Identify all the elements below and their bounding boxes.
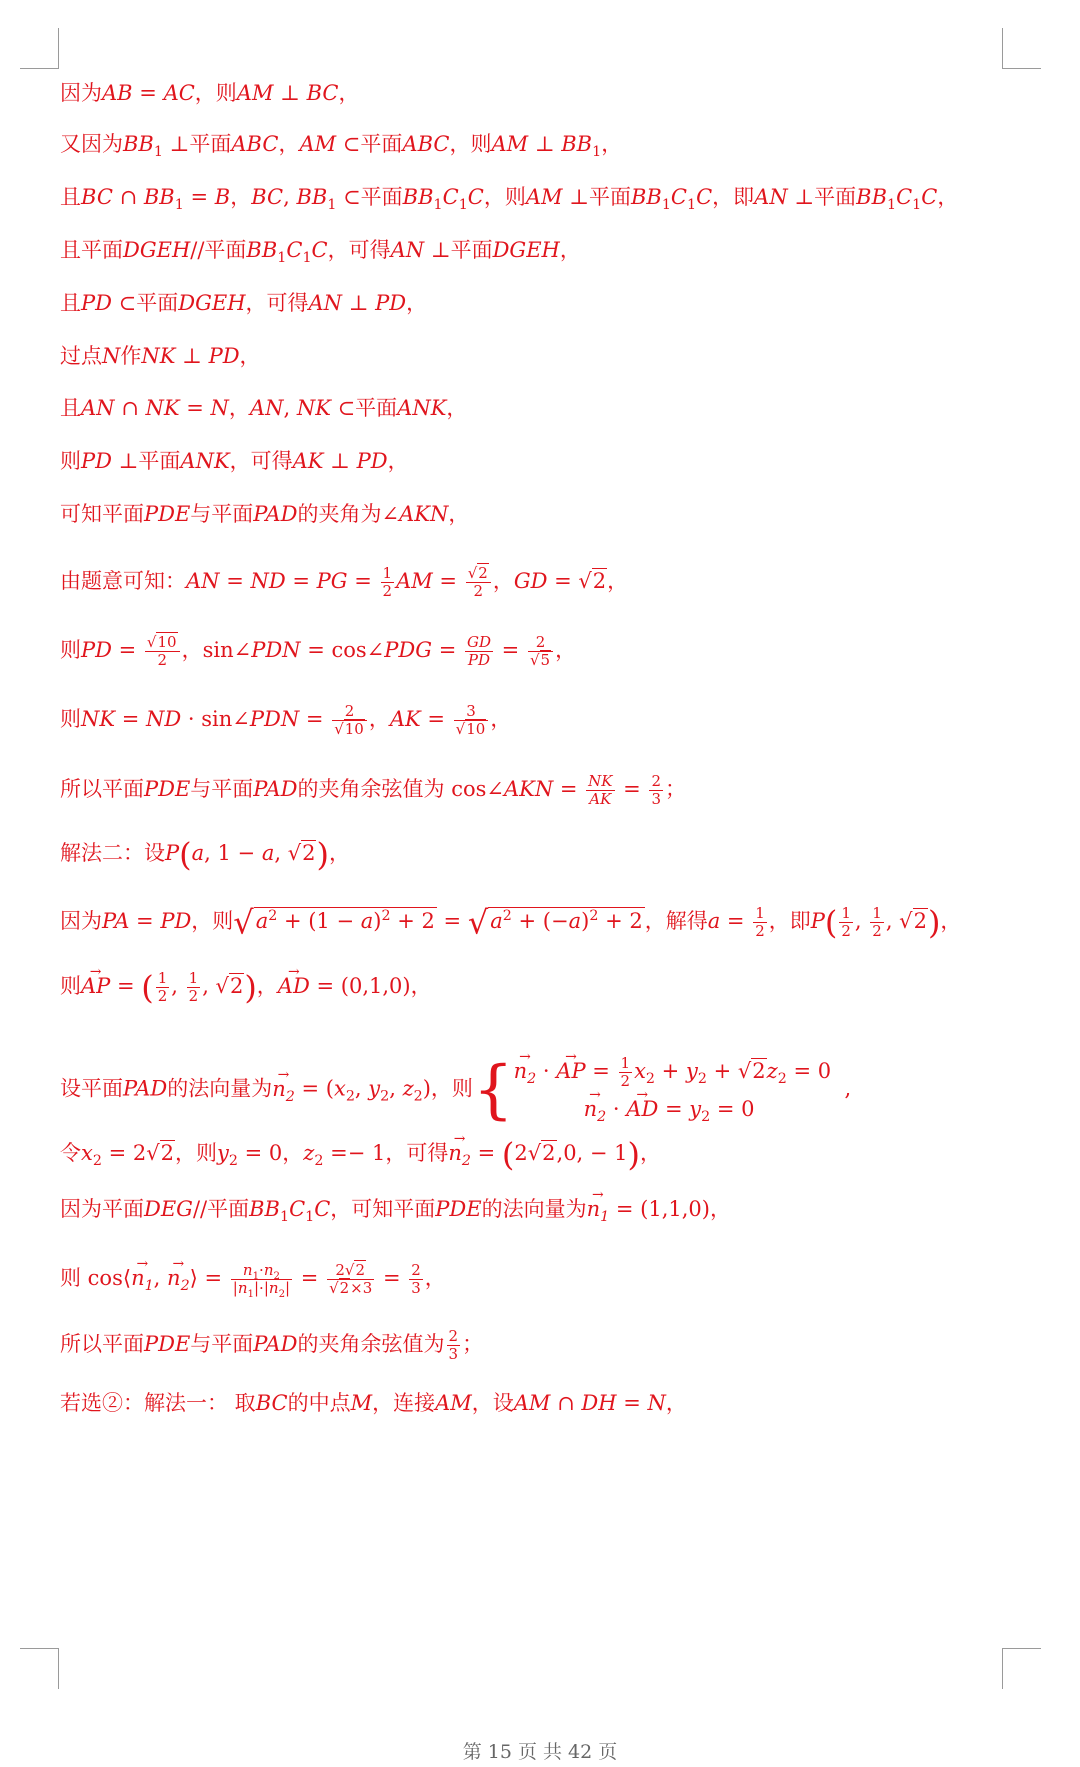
page-number-footer: 第 15 页 共 42 页 [462, 1741, 618, 1763]
solution-line-19: 因为平面DEG//平面$BB_1C_1C$，可知平面PDE的法向量为→ $n_1 = (1,1,0)$， [60, 1196, 731, 1222]
corner-mark-bottom-right [1002, 1648, 1041, 1689]
equation-system: { → $n_2$ · → AP = $\frac{1}{2}$ $x_2 + y_2 + √2z_2 = 0$ → $n_2$ · → AD = $y_2 = 0$ [473, 1052, 831, 1128]
solution-line-18: 令$x_2 = 2√2$，则$y_2 = 0$，$z_2 =- 1$，可得→ $n_2 = (2√2,0$, − 1)， [60, 1140, 661, 1168]
solution-line-17: 设平面PAD的法向量为→ $n_2 = (x_2$, $y_2$, $z_2$)，则{ → $n_2$ · → AP = $\frac{1}{2}$ $x_2 + y_2 + √2z_2 = 0$ → $n_2$ · → AD = $y_2 = 0$ , [60, 1052, 851, 1128]
solution-line-6: 过点N作NK ⊥ PD， [60, 344, 261, 368]
solution-line-1: 因为AB = AC，则AM ⊥ BC， [60, 81, 360, 105]
solution-line-9: 可知平面PDE与平面PAD的夹角为∠AKN， [60, 502, 470, 526]
corner-mark-top-left [20, 28, 59, 69]
solution-line-15: 因为PA = PD，则$√a^2 + (1 - a)^2 + 2 = √a^2 + (-a)^2 + 2$，解得a = $\frac{1}{2}$ ，即P( $\frac{1}{2}$ , $\frac{1}{2}$ , √2)， [60, 903, 962, 942]
solution-line-3: 且BC ∩ $BB_1 = B$，BC, $BB_1$ ⊂平面$BB_1C_1C$，则AM ⊥平面$BB_1C_1C$，即AN ⊥平面$BB_1C_1C$， [60, 185, 959, 214]
solution-line-16: 则→ AP = ( $\frac{1}{2}$ , $\frac{1}{2}$ , √2)，→ AD = (0,1,0)， [60, 970, 432, 1005]
solution-line-2: 又因为$BB_1$ ⊥平面ABC，AM ⊂平面ABC，则AM ⊥ $BB_1$， [60, 132, 623, 161]
solution-line-11: 则PD = $\frac{√10}{2}$ ，sin∠PDN = cos∠PDG = $\frac{GD}{PD}$ = $\frac{2}{√5}$ ， [60, 633, 577, 669]
solution-line-21: 所以平面PDE与平面PAD的夹角余弦值为 $\frac{2}{3}$ ； [60, 1327, 484, 1363]
solution-line-20: 则 cos⟨→ $n_1$, → $n_2⟩$ = $\frac{n_1\cdot n_2}{|n_1|\cdot|n_2|}$ = $\frac{2√2}{√2\times 3}$ = $\frac{2}{3}$ ， [60, 1262, 446, 1297]
solution-line-10: 由题意可知：AN = ND = PG = $\frac{1}{2}$ AM = $\frac{√2}{2}$ ，GD = √2， [60, 564, 629, 600]
solution-line-14: 解法二：设P(a, 1 − a, √2)， [60, 835, 350, 874]
corner-mark-bottom-left [20, 1648, 59, 1689]
solution-line-7: 且AN ∩ NK = N，AN, NK ⊂平面ANK， [60, 396, 468, 420]
solution-line-4: 且平面DGEH//平面$BB_1C_1C$，可得AN ⊥平面DGEH， [60, 238, 581, 267]
corner-mark-top-right [1002, 28, 1041, 69]
solution-line-12: 则NK = ND · sin∠PDN = $\frac{2}{√10}$ ，AK = $\frac{3}{√10}$ ， [60, 702, 512, 738]
solution-line-5: 且PD ⊂平面DGEH，可得AN ⊥ PD， [60, 291, 428, 315]
solution-line-22: 若选②：解法一： 取BC的中点M，连接AM，设AM ∩ DH = N， [60, 1391, 687, 1415]
solution-line-13: 所以平面PDE与平面PAD的夹角余弦值为 cos∠AKN = $\frac{NK}{AK}$ = $\frac{2}{3}$ ； [60, 772, 686, 808]
solution-line-8: 则PD ⊥平面ANK，可得AK ⊥ PD， [60, 449, 409, 473]
